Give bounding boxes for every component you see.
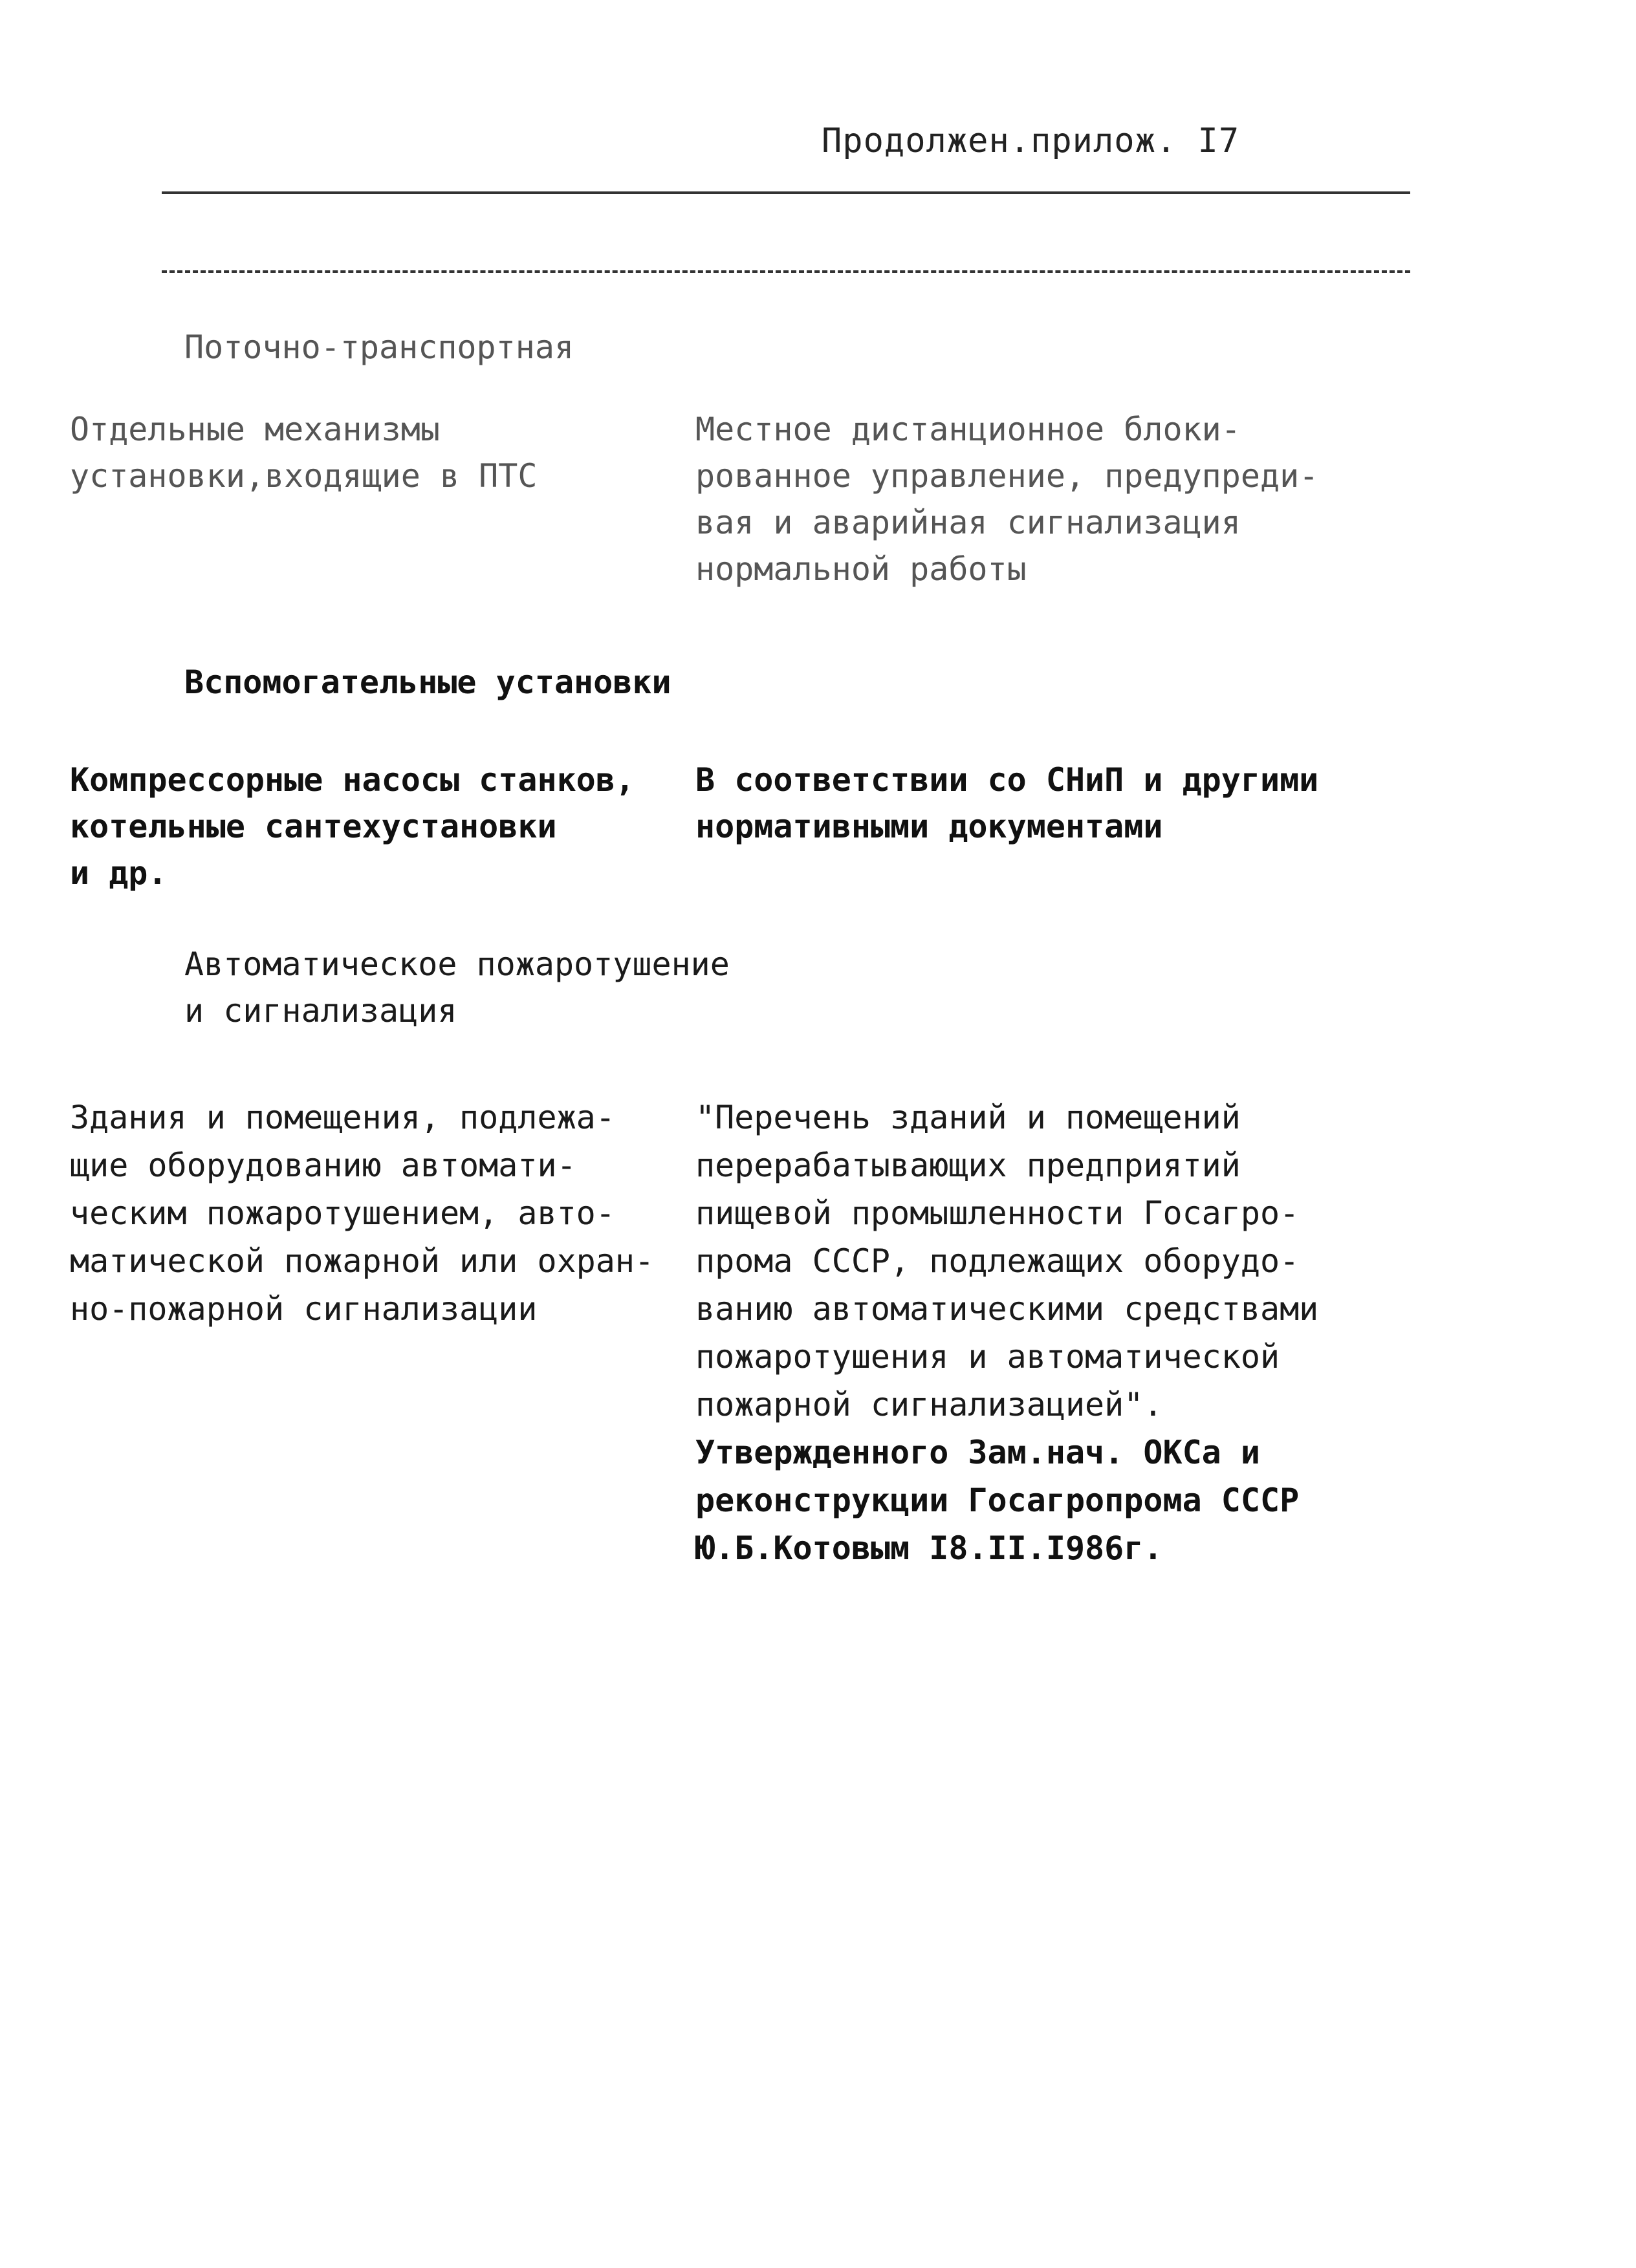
transport-right-line-3: вая и аварийная сигнализация bbox=[695, 504, 1241, 541]
fire-right-line-10: Ю.Б.Котовым I8.II.I986г. bbox=[695, 1529, 1163, 1567]
fire-right-line-6: пожаротушения и автоматической bbox=[695, 1338, 1280, 1376]
page-header-continuation: Продолжен.прилож. I7 bbox=[822, 122, 1240, 160]
fire-left-line-3: ческим пожаротушением, авто- bbox=[70, 1194, 615, 1232]
section-title-fire-line-2: и сигнализация bbox=[184, 992, 457, 1030]
transport-left-line-2: установки,входящие в ПТС bbox=[70, 457, 538, 495]
fire-left-line-5: но-пожарной сигнализации bbox=[70, 1290, 538, 1328]
section-title-transport: Поточно-транспортная bbox=[184, 329, 574, 366]
header-rule-top bbox=[162, 191, 1410, 194]
auxiliary-left-line-2: котельные сантехустановки bbox=[70, 808, 557, 845]
auxiliary-right-line-2: нормативными документами bbox=[695, 808, 1163, 845]
fire-right-line-8: Утвержденного Зам.нач. ОКСа и bbox=[695, 1434, 1260, 1471]
fire-right-line-5: ванию автоматическими средствами bbox=[695, 1290, 1319, 1328]
fire-right-line-4: прома СССР, подлежащих оборудо- bbox=[695, 1242, 1300, 1280]
auxiliary-left-line-3: и др. bbox=[70, 854, 168, 892]
fire-right-line-3: пищевой промышленности Госагро- bbox=[695, 1194, 1300, 1232]
fire-right-line-1: "Перечень зданий и помещений bbox=[695, 1099, 1241, 1136]
fire-right-line-2: перерабатывающих предприятий bbox=[695, 1147, 1241, 1184]
auxiliary-right-line-1: В соответствии со СНиП и другими bbox=[695, 761, 1319, 799]
transport-left-line-1: Отдельные механизмы bbox=[70, 411, 440, 448]
transport-right-line-1: Местное дистанционное блоки- bbox=[695, 411, 1241, 448]
transport-right-line-4: нормальной работы bbox=[695, 550, 1027, 588]
fire-left-line-1: Здания и помещения, подлежа- bbox=[70, 1099, 615, 1136]
fire-left-line-2: щие оборудованию автомати- bbox=[70, 1147, 576, 1184]
header-rule-bottom bbox=[162, 270, 1410, 273]
section-title-fire-line-1: Автоматическое пожаротушение bbox=[184, 945, 730, 983]
fire-right-line-9: реконструкции Госагропрома СССР bbox=[695, 1482, 1300, 1519]
transport-right-line-2: рованное управление, предупреди- bbox=[695, 457, 1319, 495]
fire-left-line-4: матической пожарной или охран- bbox=[70, 1242, 655, 1280]
auxiliary-left-line-1: Компрессорные насосы станков, bbox=[70, 761, 635, 799]
fire-right-line-7: пожарной сигнализацией". bbox=[695, 1386, 1163, 1423]
section-title-auxiliary: Вспомогательные установки bbox=[184, 664, 671, 701]
